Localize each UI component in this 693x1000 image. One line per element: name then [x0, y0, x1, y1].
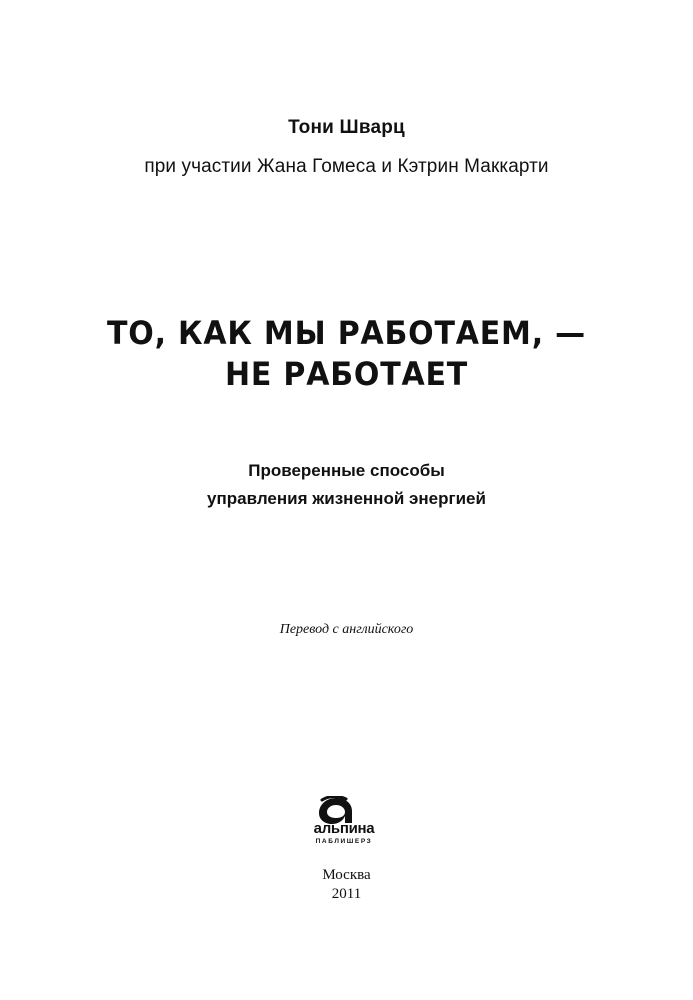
book-subtitle-line-2: управления жизненной энергией — [207, 489, 486, 508]
imprint-city: Москва — [322, 867, 371, 883]
imprint-year: 2011 — [331, 886, 362, 902]
book-subtitle-line-1: Проверенные способы — [248, 461, 445, 480]
publisher-logo — [304, 796, 384, 850]
book-title-line-2: НЕ РАБОТАЕТ — [224, 355, 469, 394]
translation-note: Перевод с английского — [279, 622, 414, 637]
coauthors-line: при участии Жана Гомеса и Кэтрин Маккарти — [144, 156, 549, 177]
publisher-tagline: ПАБЛИШЕРЗ — [315, 838, 373, 845]
publisher-name: альпина — [313, 820, 375, 837]
author-name: Тони Шварц — [288, 117, 405, 138]
book-title-line-1: ТО, КАК МЫ РАБОТАЕМ, — — [107, 314, 586, 353]
